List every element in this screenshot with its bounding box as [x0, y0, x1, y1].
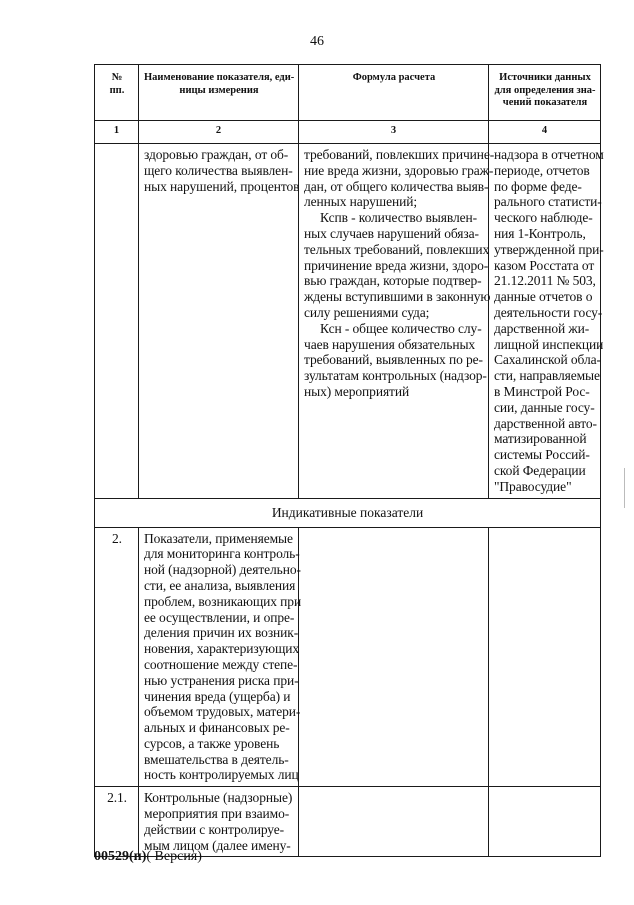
text-line: для мониторинга контроль- [144, 546, 300, 562]
text-line: ных нарушений, процентов [144, 178, 300, 194]
text-line: Формула расчета [352, 72, 436, 83]
section-row [95, 498, 601, 527]
document-version: ( Версия) [146, 849, 202, 864]
formula-line: требований, выявленных по ре- [304, 352, 483, 368]
text-line: чений показателя [502, 97, 588, 108]
table-row-2 [95, 527, 601, 787]
text-line: данные отчетов о [494, 289, 593, 305]
column-number: 3 [299, 121, 489, 144]
document-code: 00529(п) [94, 849, 147, 864]
header-formula [299, 65, 489, 121]
row-2-num: 2. [95, 527, 139, 787]
text-line: казом Росстата от [494, 257, 595, 273]
row-2-formula [299, 527, 489, 787]
text-line: щего количества выявлен- [144, 162, 293, 178]
text-line: матизированной [494, 431, 587, 447]
text-line: утвержденной при- [494, 241, 604, 257]
table-header-row [95, 65, 601, 121]
formula-line: Ксн - общее количество слу- [320, 320, 482, 336]
row-2-1-formula [299, 787, 489, 857]
formula-line: требований, повлекших причине- [304, 147, 495, 162]
formula-line: дан, от общего количества выяв- [304, 178, 489, 194]
text-line: Показатели, применяемые [144, 530, 293, 546]
text-line: Сахалинской обла- [494, 352, 601, 368]
text-line: рального статисти- [494, 194, 602, 210]
text-line: альных и финансовых ре- [144, 720, 290, 736]
text-line: лищной инспекции [494, 336, 604, 352]
formula-line: ных случаев нарушений обяза- [304, 225, 479, 241]
text-line: мероприятия при взаимо- [144, 806, 290, 822]
footer [94, 849, 202, 865]
formula-line: ленных нарушений; [304, 194, 418, 210]
text-line: Источники данных [499, 72, 591, 83]
text-line: нью устранения риска при- [144, 672, 299, 688]
row-continued-sources [489, 144, 604, 499]
text-line: деятельности госу- [494, 304, 603, 320]
row-2-name [139, 527, 302, 787]
text-line: действии с контролируе- [144, 821, 285, 837]
text-line: пп. [109, 84, 125, 96]
text-line: проблем, возникающих при [144, 593, 302, 609]
formula-line: ние вреда жизни, здоровью граж- [304, 162, 494, 178]
column-number: 1 [95, 121, 139, 144]
text-line: сурсов, а также уровень [144, 735, 280, 751]
text-line: дарственной жи- [494, 320, 590, 336]
formula-line: ждены вступившими в законную [304, 289, 491, 305]
text-line: ской Федерации [494, 462, 586, 478]
row-continued-num [95, 144, 139, 499]
text-line: сти, направляемые [494, 368, 600, 384]
column-number: 2 [139, 121, 299, 144]
formula-line: вью граждан, которые подтвер- [304, 273, 482, 289]
row-2-sources [489, 527, 601, 787]
text-line: Контрольные (надзорные) [144, 790, 293, 806]
column-number: 4 [489, 121, 601, 144]
formula-line: зультатам контрольных (надзор- [304, 368, 487, 384]
formula-line: силу решениями суда; [304, 304, 430, 320]
text-line: ницы измерения [179, 84, 259, 96]
formula-line: тельных требований, повлекших [304, 241, 490, 257]
text-line: ность контролируемых лиц [144, 767, 299, 783]
text-line: объемом трудовых, матери- [144, 704, 301, 720]
header-sources [489, 65, 601, 121]
text-line: вмешательства в деятель- [144, 751, 289, 767]
table-row-2-1 [95, 787, 601, 857]
text-line: сии, данные госу- [494, 399, 595, 415]
formula-line: причинение вреда жизни, здоро- [304, 257, 489, 273]
text-line: ния 1-Контроль, [494, 225, 586, 241]
scan-edge-mark [624, 468, 625, 508]
text-line: дарственной авто- [494, 415, 597, 431]
column-numbers-row [95, 121, 601, 144]
text-line: № [111, 72, 123, 83]
row-2-1-name [139, 787, 299, 857]
text-line: сти, ее анализа, выявления [144, 577, 296, 593]
header-name [139, 65, 299, 121]
text-line: Наименование показателя, еди- [144, 72, 295, 83]
text-line: здоровью граждан, от об- [144, 147, 289, 162]
text-line: деления причин их возник- [144, 625, 299, 641]
indicators-table [94, 64, 604, 857]
text-line: чинения вреда (ущерба) и [144, 688, 291, 704]
text-line: периоде, отчетов [494, 162, 590, 178]
text-line: надзора в отчетном [494, 147, 604, 162]
text-line: ной (надзорной) деятельно- [144, 562, 301, 578]
section-title: Индикативные показатели [95, 498, 601, 527]
header-num [95, 65, 139, 121]
row-2-1-num: 2.1. [95, 787, 139, 857]
row-continued-formula [299, 144, 495, 499]
formula-line: чаев нарушения обязательных [304, 336, 476, 352]
row-continued-name [139, 144, 299, 499]
text-line: соотношение между степе- [144, 656, 298, 672]
text-line: новения, характеризующих [144, 641, 300, 657]
text-line: системы Россий- [494, 447, 590, 463]
text-line: мым лицом (далее имену- [144, 837, 291, 853]
text-line: в Минстрой Рос- [494, 383, 590, 399]
text-line: "Правосудие" [494, 478, 572, 494]
formula-line: Кспв - количество выявлен- [320, 210, 478, 226]
text-line: ческого наблюде- [494, 210, 593, 226]
table-row-continued [95, 144, 601, 499]
row-2-1-sources [489, 787, 601, 857]
text-line: 21.12.2011 № 503, [494, 273, 596, 289]
text-line: ее осуществлении, и опре- [144, 609, 295, 625]
formula-line: ных) мероприятий [304, 383, 410, 399]
page-number: 46 [310, 34, 324, 49]
text-line: для определения зна- [494, 84, 596, 96]
text-line: по форме феде- [494, 178, 582, 194]
